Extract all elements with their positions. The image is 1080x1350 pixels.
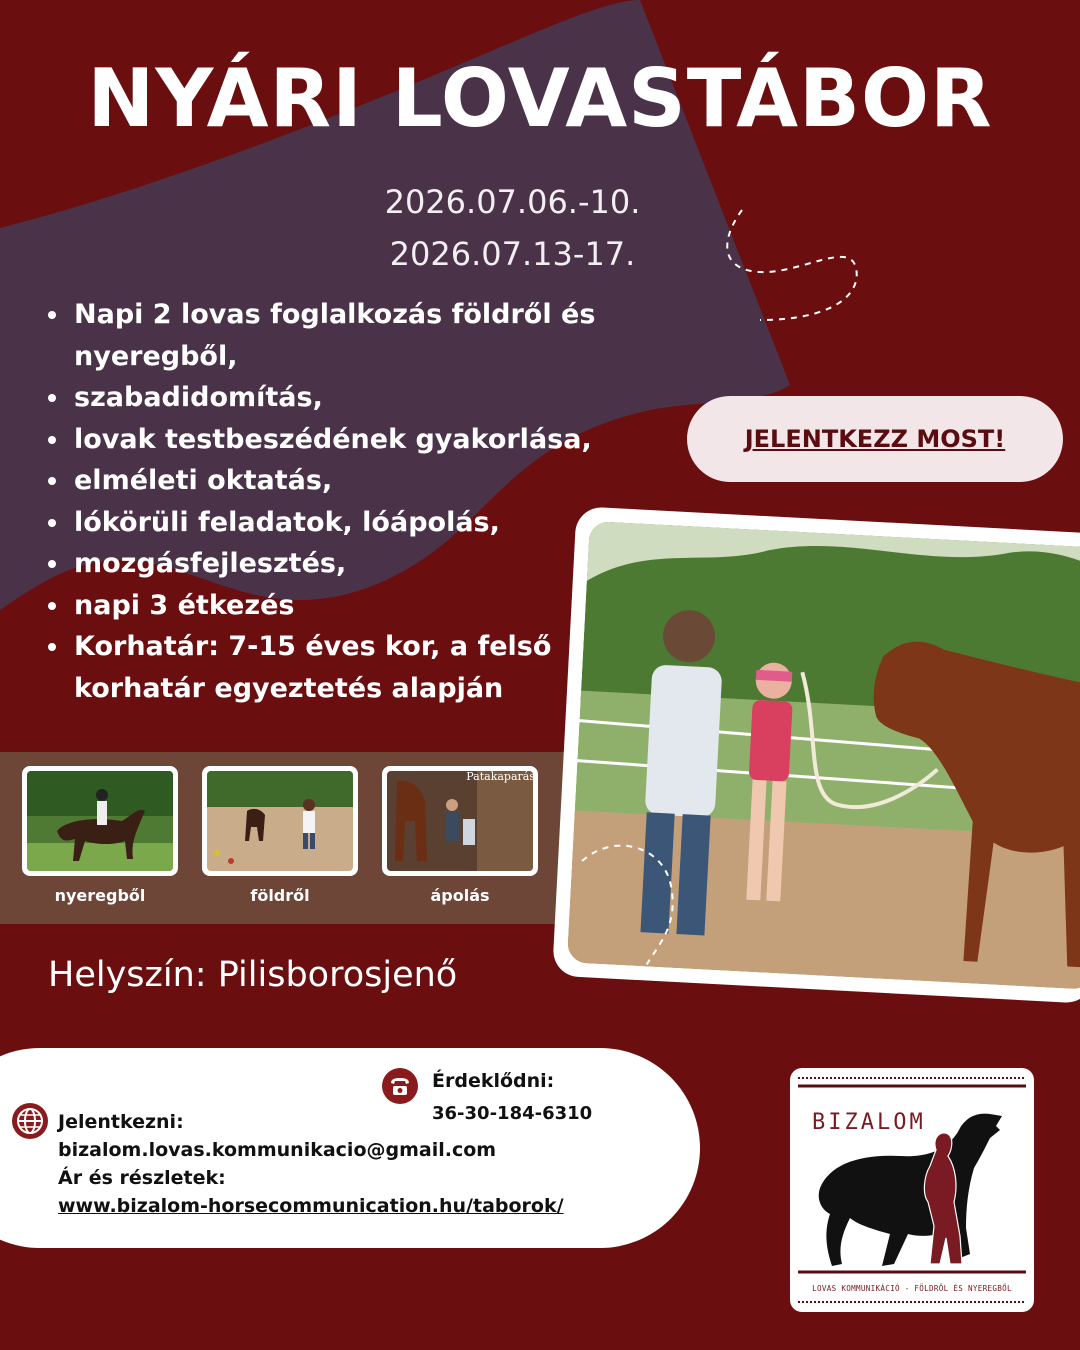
register-now-button[interactable]: JELENTKEZZ MOST! [687,396,1063,482]
date-range-2: 2026.07.13-17. [389,235,636,273]
details-label: Ár és részletek: [58,1167,226,1189]
bullet-icon [48,602,56,610]
inquiry-label: Érdeklődni: [432,1070,555,1092]
bullet-icon [48,436,56,444]
phone-icon [382,1068,418,1104]
feature-list [44,294,604,709]
thumbnail-saddle-image [27,771,173,871]
main-photo-frame [552,506,1080,1004]
email-address[interactable]: bizalom.lovas.kommunikacio@gmail.com [58,1139,497,1161]
thumbnail-grooming [382,766,538,876]
thumbnail-saddle-caption: nyeregből [54,886,146,905]
thumbnail-overlay-text: Patakaparás [466,770,535,783]
bullet-icon [48,477,56,485]
logo-name: BIZALOM [812,1110,926,1135]
feature-item: Korhatár: 7-15 éves kor, a felső korhatár egyeztetés alapján [44,626,604,709]
bizalom-logo [790,1068,1034,1312]
thumbnail-grooming-caption: ápolás [430,886,490,905]
feature-item: szabadidomítás, [44,377,604,419]
bullet-icon [48,643,56,651]
thumbnail-ground-image [207,771,353,871]
website-link[interactable]: www.bizalom-horsecommunication.hu/taborok/ [58,1195,564,1217]
main-photo [567,521,1080,990]
horse-logo-icon [790,1068,1034,1312]
camp-dates [330,176,695,280]
location: Helyszín: Pilisborosjenő [48,955,458,995]
thumbnail-ground-caption: földről [250,886,310,905]
thumbnail-grooming-image [387,771,533,871]
bullet-icon [48,560,56,568]
feature-item: Napi 2 lovas foglalkozás földről és nyeregből, [44,294,604,377]
date-range-1: 2026.07.06.-10. [384,183,641,221]
feature-item: lovak testbeszédének gyakorlása, [44,419,604,461]
bullet-icon [48,519,56,527]
feature-item: elméleti oktatás, [44,460,604,502]
logo-tagline: LOVAS KOMMUNIKÁCIÓ - FÖLDRŐL ÉS NYEREGBŐL [812,1284,1012,1293]
register-label: Jelentkezni: [58,1111,184,1133]
bullet-icon [48,394,56,402]
feature-item: mozgásfejlesztés, [44,543,604,585]
bullet-icon [48,311,56,319]
globe-icon [12,1103,48,1139]
phone-number[interactable]: 36-30-184-6310 [432,1103,593,1124]
thumbnail-ground [202,766,358,876]
page-title: NYÁRI LOVASTÁBOR [87,52,993,145]
feature-item: napi 3 étkezés [44,585,604,627]
feature-item: lókörüli feladatok, lóápolás, [44,502,604,544]
thumbnail-saddle [22,766,178,876]
